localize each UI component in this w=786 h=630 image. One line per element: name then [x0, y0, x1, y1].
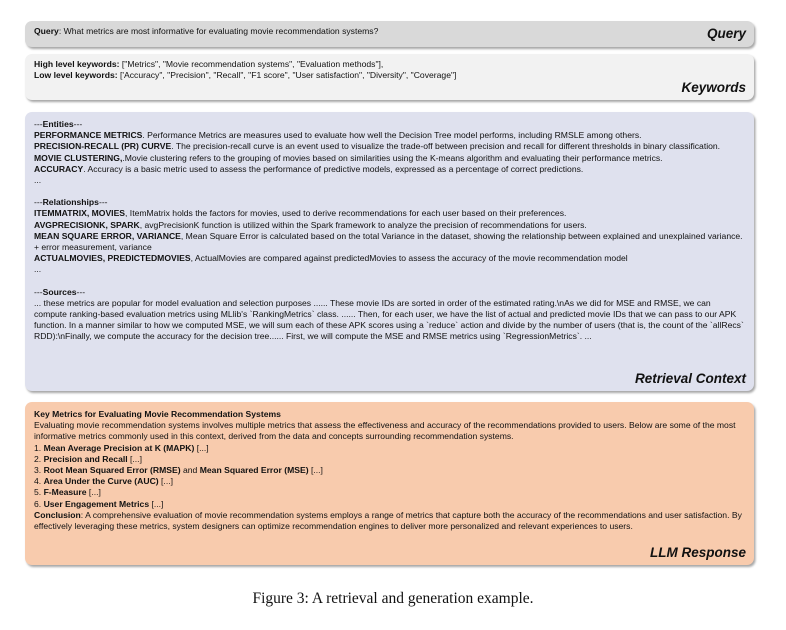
query-text: : What metrics are most informative for evaluating movie recommendation systems?: [58, 26, 379, 36]
sources-heading: ---Sources---: [34, 286, 86, 297]
metric-item: 1. Mean Average Precision at K (MAPK) [...]: [34, 442, 209, 453]
metric-item: 6. User Engagement Metrics [...]: [34, 498, 164, 509]
high-level-prefix: High level keywords:: [34, 59, 120, 69]
entities-ellipsis: ...: [34, 175, 42, 186]
query-box: [25, 21, 754, 47]
query-label: Query: [706, 26, 746, 41]
relationship-item: AVGPRECISIONK, SPARK, avgPrecisionK function is utilized within the Spark framework to analyze the precision of recommendations for users.: [34, 219, 587, 230]
response-intro: Evaluating movie recommendation systems involves multiple metrics that assess the effectiveness and accuracy of the recommendations provided to users. Below are some of the most informative metrics commonly used in this context, derived from the data and concepts surrounding recommendation systems.: [34, 420, 736, 442]
relationship-item: MEAN SQUARE ERROR, VARIANCE, Mean Square Error is calculated based on the total Variance in the dataset, showing the relationship between explained and unexplained variance. + error measurement, variance: [34, 230, 743, 253]
low-level-prefix: Low level keywords:: [34, 70, 118, 81]
metric-item: 2. Precision and Recall [...]: [34, 453, 142, 464]
llm-response-label: LLM Response: [649, 545, 746, 560]
metric-item: 4. Area Under the Curve (AUC) [...]: [34, 476, 173, 487]
entities-heading: ---Entities---: [34, 119, 83, 129]
low-level-list: ['Accuracy", "Precision", "Recall", "F1 score", "User satisfaction", "Diversity", "Coverage"]: [117, 70, 457, 81]
keywords-box: [25, 54, 754, 100]
response-conclusion: Conclusion: A comprehensive evaluation of movie recommendation systems employs a range of metrics that capture both the accuracy of the recommendations and user satisfaction. By effectively leveraging these metrics, system designers can optimize recommendation engines to deliver more personalized and relevant experiences to users.: [34, 509, 742, 532]
sources-text: ... these metrics are popular for model evaluation and selection purposes ...... These movie IDs are sorted in order of the estimated rating.\nAs we did for MSE and RMSE, we can compute ranking-based evaluation metrics using MLlib's `RankingMetrics` class. ...... Then, for each user, we have the list of actual and predicted movie IDs that we can pass to our APK function. In a manner similar to how we computed MSE, we will sum each of these APK scores using a `reduce` action and divide by the number of users (that is, the count of the `allRecs` RDD):\nFinally, we compute the accuracy for the decision tree...... First, we will compute the MSE and RMSE metrics using `RegressionMetrics`. ...: [34, 297, 744, 342]
relationship-item: ACTUALMOVIES, PREDICTEDMOVIES, ActualMovies are compared against predictedMovies to assess the accuracy of the movie recommendation model: [34, 253, 628, 264]
relationships-heading: ---Relationships---: [34, 197, 108, 208]
entity-item: MOVIE CLUSTERING,.Movie clustering refers to the grouping of movies based on similarities using the K-means algorithm and evaluating their performance metrics.: [34, 152, 663, 163]
query-prefix: Query: [34, 26, 59, 36]
entity-item: PERFORMANCE METRICS. Performance Metrics are measures used to evaluate how well the Decision Tree model performs, including RMSLE among others.: [34, 130, 642, 141]
metric-item: 3. Root Mean Squared Error (RMSE) and Mean Squared Error (MSE) [...]: [34, 465, 323, 476]
metric-item: 5. F-Measure [...]: [34, 487, 101, 498]
entity-item: ACCURACY. Accuracy is a basic metric used to assess the performance of predictive models, expressed as a percentage of correct predictions.: [34, 163, 584, 174]
response-title: Key Metrics for Evaluating Movie Recommendation Systems: [34, 409, 281, 419]
llm-response-box: [25, 402, 754, 565]
relationships-ellipsis: ...: [34, 264, 42, 275]
high-level-keywords: [34, 59, 745, 70]
retrieval-context-box: [25, 112, 754, 391]
entity-item: PRECISION-RECALL (PR) CURVE. The precision-recall curve is an event used to visualize the trade-off between precision and recall for different thresholds in binary classification.: [34, 141, 721, 152]
relationship-item: ITEMMATRIX, MOVIES, ItemMatrix holds the factors for movies, used to derive recommendations for each user based on their preferences.: [34, 208, 567, 219]
low-level-keywords: [34, 70, 745, 81]
figure-caption: Figure 3: A retrieval and generation example.: [252, 590, 534, 607]
retrieval-context-label: Retrieval Context: [634, 371, 746, 386]
keywords-label: Keywords: [681, 80, 746, 95]
high-level-list: ["Metrics", "Movie recommendation systems", "Evaluation methods"],: [119, 59, 384, 69]
query-line: [34, 26, 745, 37]
